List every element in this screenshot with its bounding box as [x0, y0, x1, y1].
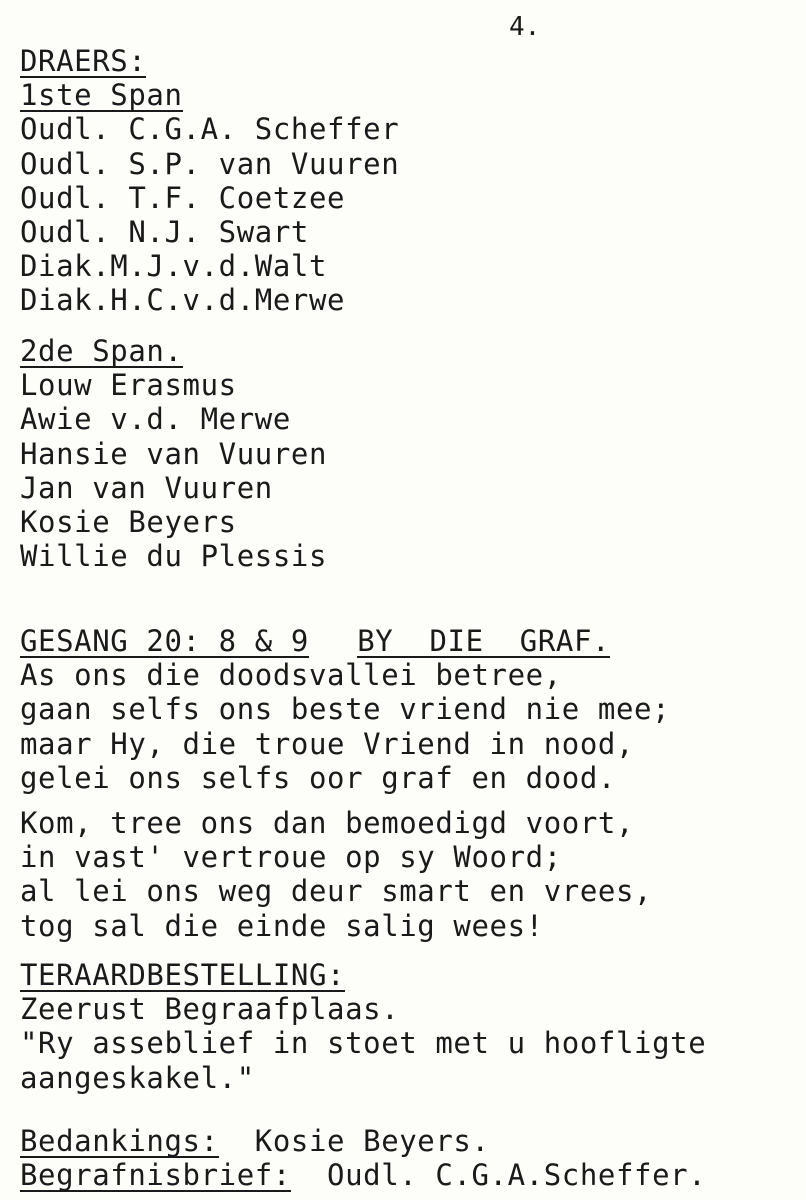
list-item: Louw Erasmus [20, 368, 237, 403]
list-item: Oudl. N.J. Swart [20, 215, 309, 250]
text-line: aangeskakel." [20, 1060, 255, 1095]
list-item: Awie v.d. Merwe [20, 402, 291, 437]
verse-line: tog sal die einde salig wees! [20, 908, 544, 943]
draers-heading: DRAERS: [20, 44, 147, 78]
verse-line: Kom, tree ons dan bemoedigd voort, [20, 806, 635, 840]
list-item: Oudl. C.G.A. Scheffer [20, 112, 400, 147]
text-line: "Ry asseblief in stoet met u hoofligte [20, 1026, 707, 1061]
verse-line: gelei ons selfs oor graf en dood. [20, 760, 616, 795]
document-page [20, 0, 800, 1200]
verse-line: gaan selfs ons beste vriend nie mee; [20, 692, 671, 727]
begrafnisbrief-value: Oudl. C.G.A.Scheffer. [290, 1158, 707, 1193]
list-item: Diak.M.J.v.d.Walt [20, 249, 328, 284]
hymn-heading: GESANG 20: 8 & 9 [20, 624, 309, 658]
text-line: Zeerust Begraafplaas. [20, 992, 400, 1027]
verse-line: al lei ons weg deur smart en vrees, [20, 874, 653, 909]
bedankings-label: Bedankings: [20, 1124, 219, 1158]
page-number: 4. [509, 12, 541, 42]
bedankings-value: Kosie Beyers. [218, 1124, 490, 1158]
verse2 [20, 806, 652, 943]
verse-line: in vast' vertroue op sy Woord; [20, 840, 562, 875]
list-item: Jan van Vuuren [20, 470, 273, 505]
span2-section [20, 334, 327, 573]
bedankings-line [20, 1124, 706, 1158]
list-item: Kosie Beyers [20, 505, 237, 540]
begrafnisbrief-label: Begrafnisbrief: [20, 1158, 291, 1193]
draers-section [20, 44, 399, 318]
list-item: Oudl. S.P. van Vuuren [20, 146, 400, 181]
span2-heading: 2de Span. [20, 334, 183, 368]
teraardbestelling-heading: TERAARDBESTELLING: [20, 958, 346, 992]
span1-heading: 1ste Span [20, 78, 183, 113]
list-item: Hansie van Vuuren [20, 436, 328, 471]
closing-section [20, 1124, 706, 1192]
by-die-graf-heading: BY DIE GRAF. [357, 624, 611, 659]
teraardbestelling-section [20, 958, 706, 1095]
hymn-section [20, 624, 670, 795]
verse-line: maar Hy, die troue Vriend in nood, [20, 726, 635, 761]
list-item: Diak.H.C.v.d.Merwe [20, 283, 346, 318]
begrafnisbrief-line [20, 1158, 706, 1192]
list-item: Willie du Plessis [20, 539, 328, 574]
verse-line: As ons die doodsvallei betree, [20, 658, 562, 693]
list-item: Oudl. T.F. Coetzee [20, 180, 346, 215]
